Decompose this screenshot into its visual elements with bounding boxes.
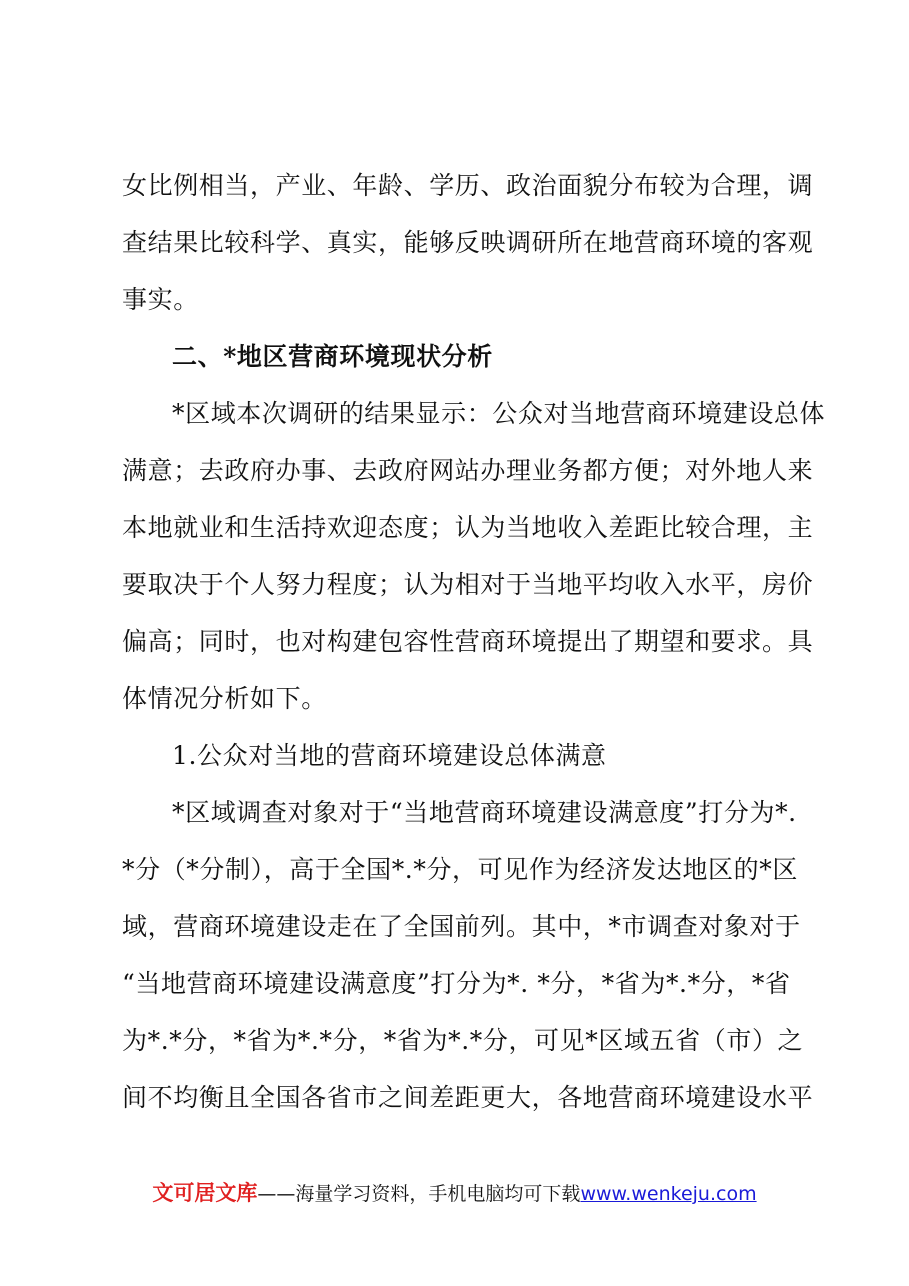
body-line-17: 间不均衡且全国各省市之间差距更大，各地营商环境建设水平 bbox=[122, 1083, 814, 1112]
body-line-9: 偏高；同时，也对构建包容性营商环境提出了期望和要求。具 bbox=[122, 627, 814, 656]
body-line-3: 事实。 bbox=[122, 285, 199, 314]
subsection-heading: 1.公众对当地的营商环境建设总体满意 bbox=[172, 741, 607, 770]
body-line-14: 域，营商环境建设走在了全国前列。其中，*市调查对象对于 bbox=[122, 912, 801, 941]
footer-brand: 文可居文库 bbox=[152, 1181, 258, 1205]
body-line-6: 满意；去政府办事、去政府网站办理业务都方便；对外地人来 bbox=[122, 456, 814, 485]
footer-slogan: 海量学习资料，手机电脑均可下载 bbox=[295, 1183, 581, 1205]
footer-banner bbox=[0, 1180, 909, 1207]
body-line-8: 要取决于个人努力程度；认为相对于当地平均收入水平，房价 bbox=[122, 570, 814, 599]
body-line-5: *区域本次调研的结果显示：公众对当地营商环境建设总体 bbox=[172, 399, 826, 428]
footer-url-link[interactable]: www.wenkeju.com bbox=[580, 1183, 757, 1205]
footer-dash: —— bbox=[257, 1183, 296, 1205]
body-line-12: *区域调查对象对于“当地营商环境建设满意度”打分为*. bbox=[172, 798, 797, 827]
body-line-2: 查结果比较科学、真实，能够反映调研所在地营商环境的客观 bbox=[122, 228, 814, 257]
body-line-13: *分（*分制），高于全国*.*分，可见作为经济发达地区的*区 bbox=[122, 855, 798, 884]
body-line-7: 本地就业和生活持欢迎态度；认为当地收入差距比较合理，主 bbox=[122, 513, 814, 542]
body-line-1: 女比例相当，产业、年龄、学历、政治面貌分布较为合理，调 bbox=[122, 171, 814, 200]
section-heading: 二、*地区营商环境现状分析 bbox=[172, 342, 493, 371]
body-line-16: 为*.*分，*省为*.*分，*省为*.*分，可见*区域五省（市）之 bbox=[122, 1026, 804, 1055]
body-line-10: 体情况分析如下。 bbox=[122, 684, 327, 713]
body-line-15: “当地营商环境建设满意度”打分为*. *分，*省为*.*分，*省 bbox=[122, 969, 791, 998]
